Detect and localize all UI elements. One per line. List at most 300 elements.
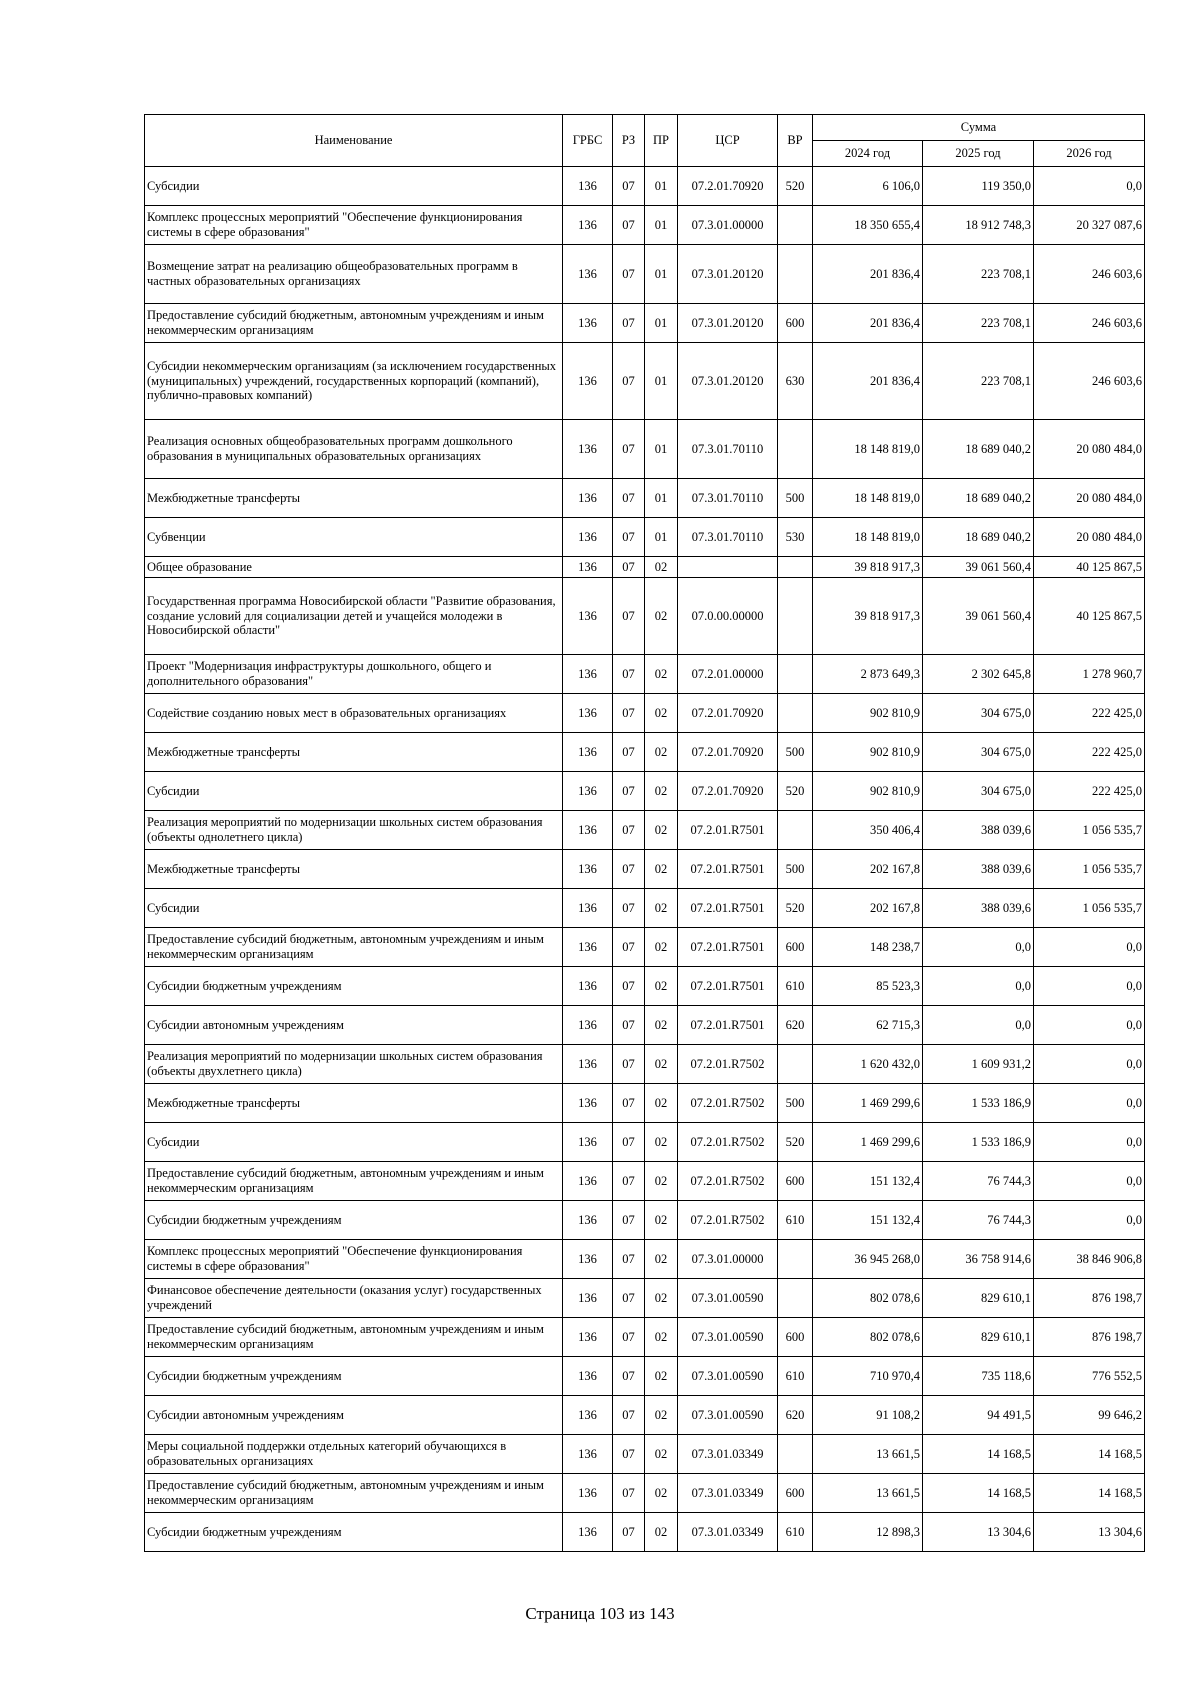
cell-pr: 01 — [645, 343, 678, 420]
cell-grbs: 136 — [563, 420, 613, 479]
cell-sum-2024: 151 132,4 — [813, 1201, 923, 1240]
cell-sum-2025: 14 168,5 — [923, 1435, 1034, 1474]
cell-pr: 02 — [645, 1279, 678, 1318]
cell-name: Проект "Модернизация инфраструктуры дошкольного, общего и дополнительного образования" — [145, 655, 563, 694]
table-row — [145, 557, 1145, 578]
cell-sum-2025: 829 610,1 — [923, 1318, 1034, 1357]
cell-sum-2024: 148 238,7 — [813, 928, 923, 967]
cell-rz: 07 — [613, 694, 645, 733]
cell-sum-2024: 201 836,4 — [813, 343, 923, 420]
cell-csr: 07.3.01.03349 — [678, 1513, 778, 1552]
cell-name: Субсидии некоммерческим организациям (за исключением государственных (муниципальных) учреждений, государственных корпораций (компаний), публично-правовых компаний) — [145, 343, 563, 420]
cell-pr: 02 — [645, 1084, 678, 1123]
cell-grbs: 136 — [563, 1318, 613, 1357]
cell-pr: 02 — [645, 1396, 678, 1435]
header-year-2026: 2026 год — [1034, 141, 1145, 167]
cell-sum-2025: 14 168,5 — [923, 1474, 1034, 1513]
cell-sum-2026: 20 080 484,0 — [1034, 420, 1145, 479]
cell-sum-2026: 99 646,2 — [1034, 1396, 1145, 1435]
cell-csr: 07.2.01.70920 — [678, 733, 778, 772]
cell-csr: 07.3.01.70110 — [678, 518, 778, 557]
cell-vr: 620 — [778, 1006, 813, 1045]
header-name: Наименование — [145, 115, 563, 167]
cell-csr: 07.3.01.20120 — [678, 304, 778, 343]
cell-sum-2024: 18 148 819,0 — [813, 420, 923, 479]
cell-sum-2025: 76 744,3 — [923, 1201, 1034, 1240]
cell-sum-2024: 36 945 268,0 — [813, 1240, 923, 1279]
cell-grbs: 136 — [563, 518, 613, 557]
table-row — [145, 1357, 1145, 1396]
cell-csr — [678, 557, 778, 578]
cell-sum-2026: 246 603,6 — [1034, 343, 1145, 420]
cell-grbs: 136 — [563, 1084, 613, 1123]
cell-pr: 02 — [645, 1513, 678, 1552]
cell-rz: 07 — [613, 1240, 645, 1279]
cell-csr: 07.2.01.R7501 — [678, 967, 778, 1006]
cell-vr — [778, 811, 813, 850]
cell-grbs: 136 — [563, 245, 613, 304]
cell-vr — [778, 1435, 813, 1474]
cell-sum-2025: 1 533 186,9 — [923, 1123, 1034, 1162]
cell-rz: 07 — [613, 1123, 645, 1162]
cell-csr: 07.2.01.R7501 — [678, 928, 778, 967]
cell-sum-2026: 222 425,0 — [1034, 772, 1145, 811]
cell-vr: 610 — [778, 1513, 813, 1552]
cell-pr: 02 — [645, 655, 678, 694]
cell-name: Субсидии — [145, 772, 563, 811]
cell-name: Субсидии бюджетным учреждениям — [145, 1357, 563, 1396]
cell-csr: 07.3.01.00590 — [678, 1396, 778, 1435]
cell-csr: 07.3.01.03349 — [678, 1435, 778, 1474]
cell-sum-2026: 0,0 — [1034, 1123, 1145, 1162]
cell-sum-2024: 1 469 299,6 — [813, 1084, 923, 1123]
cell-pr: 02 — [645, 1357, 678, 1396]
cell-sum-2024: 39 818 917,3 — [813, 557, 923, 578]
cell-sum-2024: 12 898,3 — [813, 1513, 923, 1552]
cell-name: Комплекс процессных мероприятий "Обеспечение функционирования системы в сфере образования" — [145, 1240, 563, 1279]
cell-name: Содействие созданию новых мест в образовательных организациях — [145, 694, 563, 733]
table-row — [145, 1474, 1145, 1513]
cell-rz: 07 — [613, 206, 645, 245]
cell-sum-2026: 14 168,5 — [1034, 1474, 1145, 1513]
cell-csr: 07.2.01.R7502 — [678, 1201, 778, 1240]
cell-rz: 07 — [613, 479, 645, 518]
cell-sum-2026: 1 278 960,7 — [1034, 655, 1145, 694]
table-row — [145, 850, 1145, 889]
cell-name: Предоставление субсидий бюджетным, автономным учреждениям и иным некоммерческим организациям — [145, 1318, 563, 1357]
cell-sum-2025: 119 350,0 — [923, 167, 1034, 206]
table-row — [145, 578, 1145, 655]
cell-sum-2026: 0,0 — [1034, 928, 1145, 967]
cell-sum-2024: 18 148 819,0 — [813, 479, 923, 518]
cell-csr: 07.2.01.R7501 — [678, 850, 778, 889]
cell-name: Реализация мероприятий по модернизации школьных систем образования (объекты однолетнего цикла) — [145, 811, 563, 850]
cell-pr: 01 — [645, 518, 678, 557]
cell-vr: 520 — [778, 889, 813, 928]
cell-name: Субсидии — [145, 1123, 563, 1162]
cell-csr: 07.3.01.20120 — [678, 343, 778, 420]
cell-name: Возмещение затрат на реализацию общеобразовательных программ в частных образовательных организациях — [145, 245, 563, 304]
cell-grbs: 136 — [563, 1162, 613, 1201]
cell-sum-2026: 222 425,0 — [1034, 733, 1145, 772]
cell-sum-2026: 0,0 — [1034, 1201, 1145, 1240]
cell-rz: 07 — [613, 889, 645, 928]
cell-vr — [778, 1279, 813, 1318]
cell-grbs: 136 — [563, 1045, 613, 1084]
cell-name: Предоставление субсидий бюджетным, автономным учреждениям и иным некоммерческим организациям — [145, 1162, 563, 1201]
table-row — [145, 928, 1145, 967]
cell-rz: 07 — [613, 304, 645, 343]
cell-vr — [778, 694, 813, 733]
cell-csr: 07.3.01.00590 — [678, 1357, 778, 1396]
cell-sum-2026: 0,0 — [1034, 1006, 1145, 1045]
table-row — [145, 1396, 1145, 1435]
table-row — [145, 1435, 1145, 1474]
cell-sum-2024: 710 970,4 — [813, 1357, 923, 1396]
cell-rz: 07 — [613, 655, 645, 694]
cell-sum-2024: 62 715,3 — [813, 1006, 923, 1045]
cell-name: Межбюджетные трансферты — [145, 850, 563, 889]
cell-grbs: 136 — [563, 772, 613, 811]
table-row — [145, 1045, 1145, 1084]
cell-rz: 07 — [613, 1318, 645, 1357]
table-row — [145, 1123, 1145, 1162]
cell-rz: 07 — [613, 343, 645, 420]
cell-grbs: 136 — [563, 1357, 613, 1396]
cell-pr: 02 — [645, 1240, 678, 1279]
cell-csr: 07.2.01.70920 — [678, 167, 778, 206]
cell-sum-2024: 202 167,8 — [813, 889, 923, 928]
header-csr: ЦСР — [678, 115, 778, 167]
cell-vr — [778, 578, 813, 655]
cell-vr: 500 — [778, 1084, 813, 1123]
cell-grbs: 136 — [563, 1201, 613, 1240]
cell-sum-2026: 38 846 906,8 — [1034, 1240, 1145, 1279]
cell-sum-2026: 1 056 535,7 — [1034, 811, 1145, 850]
cell-sum-2025: 1 609 931,2 — [923, 1045, 1034, 1084]
cell-pr: 02 — [645, 1318, 678, 1357]
cell-sum-2025: 304 675,0 — [923, 733, 1034, 772]
cell-sum-2024: 350 406,4 — [813, 811, 923, 850]
cell-sum-2026: 14 168,5 — [1034, 1435, 1145, 1474]
table-row — [145, 245, 1145, 304]
cell-csr: 07.2.01.70920 — [678, 694, 778, 733]
cell-rz: 07 — [613, 1396, 645, 1435]
table-row — [145, 479, 1145, 518]
cell-sum-2024: 902 810,9 — [813, 772, 923, 811]
cell-sum-2024: 91 108,2 — [813, 1396, 923, 1435]
table-row — [145, 343, 1145, 420]
cell-rz: 07 — [613, 1513, 645, 1552]
cell-vr: 520 — [778, 772, 813, 811]
cell-name: Субсидии бюджетным учреждениям — [145, 1513, 563, 1552]
table-row — [145, 1084, 1145, 1123]
cell-csr: 07.3.01.20120 — [678, 245, 778, 304]
cell-rz: 07 — [613, 850, 645, 889]
cell-name: Предоставление субсидий бюджетным, автономным учреждениям и иным некоммерческим организациям — [145, 1474, 563, 1513]
budget-table — [144, 114, 1145, 1552]
cell-grbs: 136 — [563, 1279, 613, 1318]
cell-rz: 07 — [613, 772, 645, 811]
cell-pr: 02 — [645, 772, 678, 811]
cell-sum-2024: 13 661,5 — [813, 1474, 923, 1513]
cell-grbs: 136 — [563, 850, 613, 889]
cell-sum-2025: 0,0 — [923, 928, 1034, 967]
table-row — [145, 1279, 1145, 1318]
cell-sum-2024: 201 836,4 — [813, 245, 923, 304]
cell-sum-2024: 1 620 432,0 — [813, 1045, 923, 1084]
cell-sum-2024: 201 836,4 — [813, 304, 923, 343]
cell-vr: 500 — [778, 733, 813, 772]
cell-csr: 07.3.01.03349 — [678, 1474, 778, 1513]
cell-sum-2026: 20 080 484,0 — [1034, 518, 1145, 557]
cell-csr: 07.3.01.70110 — [678, 479, 778, 518]
cell-sum-2026: 1 056 535,7 — [1034, 889, 1145, 928]
cell-csr: 07.2.01.R7502 — [678, 1045, 778, 1084]
cell-sum-2025: 2 302 645,8 — [923, 655, 1034, 694]
cell-vr — [778, 245, 813, 304]
table-row — [145, 889, 1145, 928]
table-row — [145, 1162, 1145, 1201]
cell-pr: 02 — [645, 1435, 678, 1474]
cell-csr: 07.0.00.00000 — [678, 578, 778, 655]
cell-grbs: 136 — [563, 655, 613, 694]
cell-vr — [778, 1045, 813, 1084]
cell-name: Государственная программа Новосибирской области "Развитие образования, создание условий для социализации детей и учащейся молодежи в Новосибирской области" — [145, 578, 563, 655]
cell-sum-2026: 20 327 087,6 — [1034, 206, 1145, 245]
cell-sum-2025: 0,0 — [923, 1006, 1034, 1045]
cell-rz: 07 — [613, 578, 645, 655]
cell-sum-2025: 829 610,1 — [923, 1279, 1034, 1318]
table-row — [145, 206, 1145, 245]
cell-sum-2025: 13 304,6 — [923, 1513, 1034, 1552]
cell-pr: 02 — [645, 1474, 678, 1513]
cell-grbs: 136 — [563, 1123, 613, 1162]
cell-sum-2024: 1 469 299,6 — [813, 1123, 923, 1162]
cell-rz: 07 — [613, 518, 645, 557]
cell-pr: 02 — [645, 928, 678, 967]
cell-grbs: 136 — [563, 557, 613, 578]
header-grbs: ГРБС — [563, 115, 613, 167]
cell-name: Финансовое обеспечение деятельности (оказания услуг) государственных учреждений — [145, 1279, 563, 1318]
header-year-2024: 2024 год — [813, 141, 923, 167]
cell-vr: 520 — [778, 167, 813, 206]
cell-sum-2024: 2 873 649,3 — [813, 655, 923, 694]
cell-sum-2026: 20 080 484,0 — [1034, 479, 1145, 518]
cell-rz: 07 — [613, 557, 645, 578]
cell-vr: 620 — [778, 1396, 813, 1435]
table-row — [145, 518, 1145, 557]
cell-pr: 02 — [645, 850, 678, 889]
cell-csr: 07.2.01.R7502 — [678, 1084, 778, 1123]
page-number: Страница 103 из 143 — [525, 1604, 675, 1623]
cell-sum-2026: 0,0 — [1034, 1162, 1145, 1201]
cell-pr: 02 — [645, 889, 678, 928]
cell-pr: 02 — [645, 733, 678, 772]
cell-vr: 610 — [778, 1357, 813, 1396]
cell-sum-2025: 304 675,0 — [923, 694, 1034, 733]
cell-grbs: 136 — [563, 1006, 613, 1045]
cell-pr: 02 — [645, 967, 678, 1006]
cell-name: Субсидии автономным учреждениям — [145, 1006, 563, 1045]
cell-grbs: 136 — [563, 811, 613, 850]
cell-pr: 02 — [645, 557, 678, 578]
cell-pr: 02 — [645, 1123, 678, 1162]
cell-rz: 07 — [613, 420, 645, 479]
cell-csr: 07.3.01.00000 — [678, 206, 778, 245]
cell-rz: 07 — [613, 1474, 645, 1513]
cell-vr: 500 — [778, 850, 813, 889]
cell-csr: 07.3.01.00590 — [678, 1318, 778, 1357]
cell-grbs: 136 — [563, 304, 613, 343]
cell-sum-2026: 0,0 — [1034, 1084, 1145, 1123]
cell-name: Реализация мероприятий по модернизации школьных систем образования (объекты двухлетнего цикла) — [145, 1045, 563, 1084]
cell-pr: 02 — [645, 811, 678, 850]
cell-vr: 530 — [778, 518, 813, 557]
cell-sum-2025: 39 061 560,4 — [923, 578, 1034, 655]
table-row — [145, 420, 1145, 479]
cell-grbs: 136 — [563, 889, 613, 928]
header-sum: Сумма — [813, 115, 1145, 141]
cell-csr: 07.2.01.R7501 — [678, 889, 778, 928]
table-row — [145, 655, 1145, 694]
cell-sum-2025: 388 039,6 — [923, 850, 1034, 889]
cell-name: Межбюджетные трансферты — [145, 733, 563, 772]
cell-grbs: 136 — [563, 1240, 613, 1279]
cell-pr: 02 — [645, 1162, 678, 1201]
cell-name: Субсидии бюджетным учреждениям — [145, 967, 563, 1006]
cell-sum-2024: 85 523,3 — [813, 967, 923, 1006]
cell-sum-2025: 76 744,3 — [923, 1162, 1034, 1201]
cell-csr: 07.2.01.R7501 — [678, 811, 778, 850]
cell-pr: 02 — [645, 694, 678, 733]
cell-name: Предоставление субсидий бюджетным, автономным учреждениям и иным некоммерческим организациям — [145, 304, 563, 343]
cell-csr: 07.2.01.R7502 — [678, 1123, 778, 1162]
cell-sum-2026: 246 603,6 — [1034, 245, 1145, 304]
cell-vr — [778, 655, 813, 694]
cell-vr: 500 — [778, 479, 813, 518]
cell-name: Межбюджетные трансферты — [145, 1084, 563, 1123]
cell-name: Субвенции — [145, 518, 563, 557]
cell-csr: 07.2.01.70920 — [678, 772, 778, 811]
cell-vr: 600 — [778, 1318, 813, 1357]
cell-rz: 07 — [613, 1279, 645, 1318]
cell-grbs: 136 — [563, 479, 613, 518]
table-body — [145, 167, 1145, 1552]
cell-sum-2025: 18 689 040,2 — [923, 420, 1034, 479]
cell-sum-2026: 246 603,6 — [1034, 304, 1145, 343]
table-row — [145, 1240, 1145, 1279]
cell-sum-2026: 0,0 — [1034, 167, 1145, 206]
table-row — [145, 1006, 1145, 1045]
cell-sum-2024: 13 661,5 — [813, 1435, 923, 1474]
header-pr: ПР — [645, 115, 678, 167]
table-row — [145, 1201, 1145, 1240]
cell-pr: 01 — [645, 245, 678, 304]
cell-pr: 02 — [645, 1045, 678, 1084]
cell-rz: 07 — [613, 1201, 645, 1240]
cell-sum-2026: 222 425,0 — [1034, 694, 1145, 733]
cell-vr: 610 — [778, 1201, 813, 1240]
cell-rz: 07 — [613, 1006, 645, 1045]
cell-grbs: 136 — [563, 343, 613, 420]
cell-sum-2025: 18 912 748,3 — [923, 206, 1034, 245]
cell-sum-2026: 776 552,5 — [1034, 1357, 1145, 1396]
table-row — [145, 1318, 1145, 1357]
cell-sum-2024: 802 078,6 — [813, 1279, 923, 1318]
cell-csr: 07.2.01.R7501 — [678, 1006, 778, 1045]
cell-rz: 07 — [613, 1084, 645, 1123]
cell-grbs: 136 — [563, 694, 613, 733]
table-row — [145, 694, 1145, 733]
cell-csr: 07.2.01.00000 — [678, 655, 778, 694]
table-row — [145, 1513, 1145, 1552]
cell-rz: 07 — [613, 167, 645, 206]
table-row — [145, 967, 1145, 1006]
cell-grbs: 136 — [563, 1513, 613, 1552]
cell-sum-2025: 36 758 914,6 — [923, 1240, 1034, 1279]
cell-vr — [778, 557, 813, 578]
cell-sum-2025: 223 708,1 — [923, 304, 1034, 343]
cell-name: Комплекс процессных мероприятий "Обеспечение функционирования системы в сфере образования" — [145, 206, 563, 245]
cell-grbs: 136 — [563, 967, 613, 1006]
table-row — [145, 811, 1145, 850]
cell-rz: 07 — [613, 733, 645, 772]
cell-sum-2024: 6 106,0 — [813, 167, 923, 206]
cell-sum-2024: 902 810,9 — [813, 694, 923, 733]
cell-pr: 01 — [645, 206, 678, 245]
cell-sum-2026: 0,0 — [1034, 1045, 1145, 1084]
cell-rz: 07 — [613, 245, 645, 304]
cell-sum-2024: 202 167,8 — [813, 850, 923, 889]
cell-rz: 07 — [613, 967, 645, 1006]
cell-pr: 01 — [645, 479, 678, 518]
cell-pr: 01 — [645, 420, 678, 479]
cell-name: Предоставление субсидий бюджетным, автономным учреждениям и иным некоммерческим организациям — [145, 928, 563, 967]
cell-grbs: 136 — [563, 1396, 613, 1435]
cell-rz: 07 — [613, 1162, 645, 1201]
cell-sum-2025: 94 491,5 — [923, 1396, 1034, 1435]
cell-sum-2026: 876 198,7 — [1034, 1318, 1145, 1357]
cell-name: Субсидии бюджетным учреждениям — [145, 1201, 563, 1240]
cell-sum-2026: 1 056 535,7 — [1034, 850, 1145, 889]
cell-name: Межбюджетные трансферты — [145, 479, 563, 518]
cell-name: Субсидии — [145, 167, 563, 206]
cell-grbs: 136 — [563, 928, 613, 967]
cell-name: Общее образование — [145, 557, 563, 578]
cell-rz: 07 — [613, 928, 645, 967]
cell-sum-2026: 876 198,7 — [1034, 1279, 1145, 1318]
cell-sum-2024: 39 818 917,3 — [813, 578, 923, 655]
cell-grbs: 136 — [563, 167, 613, 206]
cell-rz: 07 — [613, 1357, 645, 1396]
table-row — [145, 733, 1145, 772]
cell-csr: 07.3.01.00590 — [678, 1279, 778, 1318]
cell-csr: 07.3.01.70110 — [678, 420, 778, 479]
cell-vr — [778, 420, 813, 479]
cell-vr: 600 — [778, 928, 813, 967]
cell-rz: 07 — [613, 1045, 645, 1084]
cell-name: Субсидии — [145, 889, 563, 928]
table-row — [145, 304, 1145, 343]
cell-csr: 07.3.01.00000 — [678, 1240, 778, 1279]
cell-sum-2024: 18 350 655,4 — [813, 206, 923, 245]
cell-vr: 600 — [778, 1474, 813, 1513]
cell-grbs: 136 — [563, 1435, 613, 1474]
cell-grbs: 136 — [563, 206, 613, 245]
cell-sum-2024: 802 078,6 — [813, 1318, 923, 1357]
cell-vr — [778, 206, 813, 245]
